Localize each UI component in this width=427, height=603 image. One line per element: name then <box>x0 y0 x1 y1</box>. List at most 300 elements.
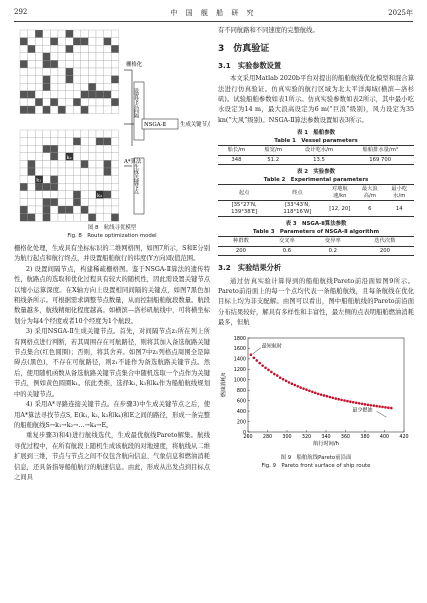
grid-cell <box>111 145 119 153</box>
grid-cell <box>111 160 119 168</box>
grid-cell <box>43 38 51 46</box>
journal-name: 中 国 舰 船 研 究 <box>170 9 257 17</box>
grid-cell <box>58 91 66 99</box>
pareto-point <box>326 395 329 398</box>
t1-c0: 348 <box>231 156 242 163</box>
grid-cell <box>66 191 74 199</box>
y-tick-label: 800 <box>236 388 246 394</box>
grid-cell <box>81 98 89 106</box>
t1-c2: 13.5 <box>313 156 325 163</box>
grid-cell <box>28 83 36 91</box>
grid-cell <box>111 60 119 68</box>
pareto-point <box>332 396 335 399</box>
grid-cell <box>81 138 89 146</box>
x-tick-label: 340 <box>321 434 331 440</box>
left-para-1: 栅格化处理，生成具有坐标标识的二维网格图，如图7所示，S和E分别为航行起点和航行终点，并设置船舶航行的纬度(Y方向)取值范围。 <box>14 245 210 263</box>
grid-cell <box>20 145 28 153</box>
right-top-text: 有不同航路和不同速度的完整航线。 <box>218 27 319 34</box>
table2 <box>218 184 414 217</box>
pareto-point <box>343 399 346 402</box>
grid-cell <box>111 38 119 46</box>
pareto-point <box>370 404 373 407</box>
grid-cell <box>35 106 43 114</box>
grid-cell <box>20 183 28 191</box>
grid-cell <box>73 138 81 146</box>
pareto-point <box>329 395 332 398</box>
grid-cell <box>20 168 28 176</box>
plot-frame <box>248 338 404 432</box>
grid-cell <box>58 191 66 199</box>
left-para-4: 4) 采用A*寻路连接关键节点。在步骤3)中生成关键节点之后，使用A*算法寻找节点S, E(k₁, k₂, k₃和k₄)和E之间的路径，形成一条完整的船舶航线S→k₁→k₂→…→k₄→E。 <box>14 401 210 429</box>
grid-cell <box>28 145 36 153</box>
grid-cell <box>104 206 112 214</box>
key-node-k3: k₃ <box>97 192 103 199</box>
grid-cell <box>81 160 89 168</box>
grid-cell <box>43 198 51 206</box>
t2-h4: 最小吃水/m <box>385 185 414 201</box>
grid-cell <box>50 30 58 38</box>
grid-cell <box>73 30 81 38</box>
pareto-point <box>355 401 358 404</box>
pareto-point <box>253 356 256 359</box>
grid-cell <box>88 91 96 99</box>
left-para-2: 2) 设置间隔节点，构建稀疏栅格图。鉴于NSGA-Ⅱ算法的遗传特性，航路点的选取和优化过程具有较大的随机性，因此需设置关键节点以缩小运算深度。在X轴方向上设置相同间隔的关键点，如图7黑色加粗线条所示。可根据需求调整节点数量，从而控制船舶航段数量。航段数量越多，航线精细化程度越高。如横滨—洛杉矶航线中，可将横坐标划分为每4个经度或者10个经度为1个航段。 <box>14 265 210 325</box>
grid-cell <box>66 68 74 76</box>
grid-cell <box>35 68 43 76</box>
grid-cell <box>111 191 119 199</box>
grid-cell <box>66 106 74 114</box>
grid-cell <box>58 60 66 68</box>
grid-cell <box>28 45 36 53</box>
grid-cell <box>73 68 81 76</box>
pareto-point <box>317 392 320 395</box>
grid-cell <box>43 145 51 153</box>
pareto-point <box>294 383 297 386</box>
grid-cell <box>43 53 51 61</box>
pareto-point <box>311 390 314 393</box>
grid-cell <box>43 176 51 184</box>
fig8-caption-en: Fig. 8 Route optimization model <box>67 233 157 239</box>
grid-cell <box>81 145 89 153</box>
grid-cell <box>96 76 104 84</box>
y-tick-label: 600 <box>236 399 246 405</box>
x-tick-label: 380 <box>360 434 370 440</box>
grid-cell <box>50 198 58 206</box>
grid-cell <box>88 198 96 206</box>
grid-cell <box>35 198 43 206</box>
grid-cell <box>73 98 81 106</box>
grid-cell <box>111 138 119 146</box>
grid-cell <box>81 153 89 161</box>
pareto-point <box>305 388 308 391</box>
t1-h0: 船长/m <box>218 146 255 156</box>
grid-cell <box>73 83 81 91</box>
grid-cell <box>81 206 89 214</box>
grid-cell <box>28 168 36 176</box>
t2-h1: 终点 <box>270 185 324 201</box>
t3-h0: 种群数 <box>218 237 264 247</box>
grid-cell <box>20 130 28 138</box>
key-node-k1: k₁ <box>36 177 42 184</box>
pareto-point <box>270 370 273 373</box>
grid-cell <box>43 130 51 138</box>
grid-cell <box>96 30 104 38</box>
grid-cell <box>20 206 28 214</box>
grid-cell <box>104 53 112 61</box>
grid-cell <box>73 53 81 61</box>
grid-cell <box>20 214 28 222</box>
grid-cell <box>50 83 58 91</box>
label-gen-key: 生成关键节点 <box>180 122 210 128</box>
grid-cell <box>111 68 119 76</box>
grid-cell <box>73 130 81 138</box>
grid-cell <box>43 160 51 168</box>
grid-cell <box>111 53 119 61</box>
t3-c1: 0.6 <box>282 247 292 254</box>
grid-cell <box>43 30 51 38</box>
grid-cell <box>81 176 89 184</box>
grid-cell <box>73 160 81 168</box>
grid-cell <box>66 138 74 146</box>
grid-cell <box>58 68 66 76</box>
grid-cell <box>66 214 74 222</box>
grid-cell <box>96 98 104 106</box>
grid-cell <box>73 153 81 161</box>
left-column <box>14 26 210 483</box>
grid-cell <box>111 130 119 138</box>
grid-cell <box>88 145 96 153</box>
t3-h1: 交叉率 <box>264 237 310 247</box>
grid-cell <box>88 168 96 176</box>
pareto-point <box>340 398 343 401</box>
grid-cell <box>73 45 81 53</box>
grid-cell <box>104 30 112 38</box>
pareto-point <box>285 379 288 382</box>
grid-cell <box>66 176 74 184</box>
grid-cell <box>73 168 81 176</box>
x-tick-label: 400 <box>379 434 390 440</box>
fig8 <box>14 26 210 224</box>
grid-cell <box>96 38 104 46</box>
grid-cell <box>104 160 112 168</box>
pareto-point <box>258 361 261 364</box>
grid-cell <box>88 214 96 222</box>
grid-cell <box>35 38 43 46</box>
grid-cell <box>58 153 66 161</box>
y-tick-label: 1000 <box>233 378 246 384</box>
grid-cell <box>58 176 66 184</box>
grid-cell <box>104 183 112 191</box>
running-header <box>14 8 413 20</box>
grid-cell <box>50 160 58 168</box>
grid-cell <box>104 214 112 222</box>
grid-cell <box>28 138 36 146</box>
grid-cell <box>96 68 104 76</box>
grid-cell <box>35 45 43 53</box>
y-tick-label: 400 <box>236 409 246 415</box>
page-number: 292 <box>14 8 28 16</box>
pareto-point <box>279 376 282 379</box>
grid-cell <box>35 83 43 91</box>
pareto-point <box>250 353 253 356</box>
grid-cell <box>50 168 58 176</box>
grid-cell <box>81 60 89 68</box>
x-tick-label: 420 <box>399 434 409 440</box>
header-rule <box>14 21 413 22</box>
grid-cell <box>81 30 89 38</box>
grid-cell <box>50 38 58 46</box>
pareto-point <box>276 374 279 377</box>
pareto-point <box>361 402 364 405</box>
annotation-arrow-shortest <box>253 347 261 353</box>
grid-cell <box>81 38 89 46</box>
pareto-point <box>375 404 378 407</box>
grid-cell <box>88 60 96 68</box>
pareto-point <box>372 404 375 407</box>
pareto-point <box>282 378 285 381</box>
grid-cell <box>28 98 36 106</box>
grid-cell <box>96 45 104 53</box>
grid-cell <box>96 53 104 61</box>
grid-cell <box>73 206 81 214</box>
grid-cell <box>73 106 81 114</box>
grid-cell <box>96 138 104 146</box>
subsection-3-1-heading: 3.1 实验参数设置 <box>218 60 282 70</box>
y-tick-label: 1600 <box>233 346 246 352</box>
grid-cell <box>28 68 36 76</box>
pareto-point <box>320 393 323 396</box>
grid-cell <box>20 153 28 161</box>
grid-cell <box>88 76 96 84</box>
grid-cell <box>50 206 58 214</box>
grid-cell <box>88 106 96 114</box>
grid-cell <box>58 38 66 46</box>
grid-cell <box>88 98 96 106</box>
grid-cell <box>66 183 74 191</box>
grid-cell <box>111 106 119 114</box>
x-tick-label: 280 <box>262 434 273 440</box>
grid-cell <box>28 53 36 61</box>
pareto-point <box>352 401 355 404</box>
grid-cell <box>88 138 96 146</box>
grid-cell <box>20 53 28 61</box>
table1 <box>218 145 414 165</box>
grid-cell <box>28 160 36 168</box>
grid-cell <box>66 30 74 38</box>
grid-cell <box>58 130 66 138</box>
subsection-3-2-heading: 3.2 实验结果分析 <box>218 263 282 273</box>
grid-cell <box>58 106 66 114</box>
grid-cell <box>111 83 119 91</box>
grid-cell <box>73 214 81 222</box>
pareto-point <box>299 386 302 389</box>
grid-cell <box>20 60 28 68</box>
grid-cell <box>28 30 36 38</box>
grid-cell <box>111 183 119 191</box>
x-tick-label: 260 <box>243 434 253 440</box>
grid-cell <box>20 38 28 46</box>
pareto-point <box>337 398 340 401</box>
t1-h1: 船宽/m <box>255 146 292 156</box>
grid-cell <box>96 60 104 68</box>
grid-cell <box>111 76 119 84</box>
grid-cell <box>58 83 66 91</box>
grid-cell <box>35 98 43 106</box>
grid-cell <box>88 191 96 199</box>
grid-cell <box>81 53 89 61</box>
grid-cell <box>58 168 66 176</box>
grid-cell <box>96 198 104 206</box>
grid-cell <box>81 83 89 91</box>
grid-cell <box>50 53 58 61</box>
grid-cell <box>66 130 74 138</box>
grid-cell <box>50 76 58 84</box>
grid-cell <box>50 106 58 114</box>
grid-cell <box>50 183 58 191</box>
grid-cell <box>88 160 96 168</box>
grid-cell <box>43 91 51 99</box>
grid-cell <box>111 206 119 214</box>
grid-cell <box>73 76 81 84</box>
grid-cell <box>50 60 58 68</box>
pareto-point <box>364 403 367 406</box>
pareto-point <box>302 387 305 390</box>
grid-cell <box>66 45 74 53</box>
grid-cell <box>111 30 119 38</box>
y-axis-label: 燃油消耗/t <box>221 372 227 397</box>
para-3-1: 本文采用Matlab 2020b平台对提出的船舶航线优化模型和混合算法进行仿真验证。仿真实验的航行区域为北太平洋海域(横滨—洛杉矶)。试验船舶参数如表1所示。仿真实验参数如表2所示，其中最小吃水设定为14 m，最大浪高设定为6 m(“巨浪”级别)，风力设定为35 kn(“大风”级别)。NSGA-Ⅱ算法参数设置如表3所示。 <box>218 75 414 124</box>
grid-cell <box>88 38 96 46</box>
fig8-caption-cn: 图 8 航线寻优模型 <box>87 225 137 231</box>
grid-cell <box>88 153 96 161</box>
grid-cell <box>43 183 51 191</box>
t3-c2: 0.2 <box>328 247 338 254</box>
grid-cell <box>81 68 89 76</box>
t3-h3: 迭代次数 <box>356 237 414 247</box>
grid-cell <box>28 60 36 68</box>
grid-cell <box>20 198 28 206</box>
t3-h2: 变异率 <box>310 237 356 247</box>
grid-cell <box>81 130 89 138</box>
label-nsga: NSGA-Ⅱ <box>144 122 167 128</box>
grid-cell <box>50 153 58 161</box>
y-tick-label: 1200 <box>233 367 246 373</box>
grid-cell <box>35 60 43 68</box>
grid-cell <box>66 98 74 106</box>
grid-cell <box>50 191 58 199</box>
grid-cell <box>104 106 112 114</box>
grid-cell <box>50 176 58 184</box>
t2-h2: 对地航速/kn <box>324 185 355 201</box>
grid-cell <box>73 145 81 153</box>
grid-cell <box>96 91 104 99</box>
pareto-point <box>267 368 270 371</box>
pareto-point <box>358 402 361 405</box>
grid-cell <box>73 183 81 191</box>
x-tick-label: 360 <box>340 434 351 440</box>
grid-cell <box>20 83 28 91</box>
key-node-k2: k₂ <box>66 154 72 161</box>
grid-cell <box>73 191 81 199</box>
t1-h2: 设计吃水/m <box>292 146 347 156</box>
grid-cell <box>96 183 104 191</box>
grid-cell <box>58 138 66 146</box>
grid-cell <box>88 206 96 214</box>
pareto-point <box>291 382 294 385</box>
grid-cell <box>35 191 43 199</box>
grid-cell <box>81 191 89 199</box>
grid-cell <box>35 53 43 61</box>
grid-cell <box>73 60 81 68</box>
table2-caption-en: Table 2 Experimental parameters <box>263 176 369 183</box>
label-grid: 栅格化 <box>126 62 143 68</box>
grid-cell <box>104 138 112 146</box>
grid-cell <box>20 176 28 184</box>
grid-cell <box>96 176 104 184</box>
grid-cell <box>81 214 89 222</box>
pareto-point <box>323 394 326 397</box>
label-set-nodes: 设置节点间隔 <box>133 88 139 118</box>
t2-h0: 起点 <box>218 185 270 201</box>
grid-cell <box>111 168 119 176</box>
grid-cell <box>73 91 81 99</box>
table3-caption-en: Table 3 Parameters of NSGA-Ⅱ algorithm <box>252 228 380 235</box>
x-axis-label: 航行时间/h <box>313 440 339 447</box>
fig9-caption-en: Fig. 9 Pareto front surface of ship route <box>261 463 371 470</box>
grid-cell <box>50 138 58 146</box>
x-tick-label: 300 <box>282 434 292 440</box>
grid-cell <box>20 76 28 84</box>
left-para-5: 重复步骤3)和4)进行航线选代，生成最优航线Pareto解集。航线寻优过程中，在所有航段上随机生成该航段的对地速度，将航线从二维扩展到三维，节点与节点之间不仅包含航向信息、气象信息和燃油消耗信息，还具备指导船舶航行的航速信息。由此，形成从出发点到目标点之间具 <box>14 432 210 481</box>
pareto-point <box>381 405 384 408</box>
grid-cell <box>28 198 36 206</box>
grid-cell <box>20 160 28 168</box>
pareto-point <box>261 364 264 367</box>
grid-cell <box>111 98 119 106</box>
grid-cell <box>35 76 43 84</box>
grid-cell <box>50 130 58 138</box>
grid-cell <box>50 45 58 53</box>
grid-cell <box>88 83 96 91</box>
grid-cell <box>35 214 43 222</box>
grid-cell <box>104 198 112 206</box>
grid-cell <box>58 76 66 84</box>
grid-cell <box>104 91 112 99</box>
grid-cell <box>104 83 112 91</box>
grid-cell <box>58 53 66 61</box>
grid-cell <box>35 130 43 138</box>
grid-cell <box>88 30 96 38</box>
grid-cell <box>111 198 119 206</box>
year: 2025年 <box>388 9 413 17</box>
y-tick-label: 1800 <box>233 336 246 342</box>
x-tick-label: 320 <box>301 434 312 440</box>
grid-cell <box>66 83 74 91</box>
grid-cell <box>104 153 112 161</box>
fig8-diagram <box>14 26 210 224</box>
grid-cell <box>81 91 89 99</box>
grid-cell <box>66 91 74 99</box>
grid-cell <box>104 145 112 153</box>
grid-cell <box>104 176 112 184</box>
grid-cell <box>28 191 36 199</box>
grid-cell <box>111 153 119 161</box>
grid-cell <box>50 91 58 99</box>
grid-cell <box>58 45 66 53</box>
grid-cell <box>73 198 81 206</box>
pareto-point <box>264 366 267 369</box>
grid-cell <box>43 83 51 91</box>
